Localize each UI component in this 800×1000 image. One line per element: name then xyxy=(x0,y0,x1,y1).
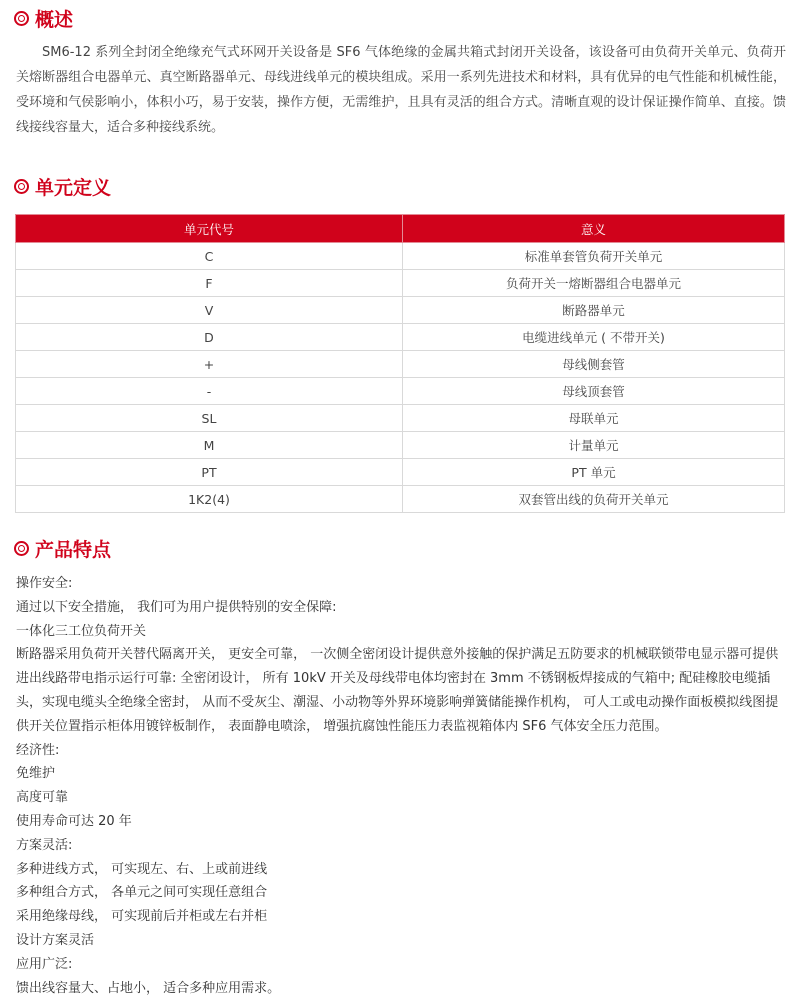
table-row xyxy=(16,459,785,486)
table-row xyxy=(16,378,785,405)
table-row xyxy=(16,243,785,270)
table-row xyxy=(16,432,785,459)
overview-title: 概述 xyxy=(35,9,74,31)
unit-code: C xyxy=(16,243,403,270)
feature-line: 采用绝缘母线， 可实现前后并柜或左右并柜 xyxy=(16,909,268,925)
table-row xyxy=(16,297,785,324)
unit-meaning: 电缆进线单元 ( 不带开关) xyxy=(403,324,785,351)
table-row xyxy=(16,324,785,351)
unit-code: 1K2(4) xyxy=(16,486,403,513)
feature-line: 多种进线方式， 可实现左、右、上或前进线 xyxy=(16,861,268,877)
unit-meaning: 标准单套管负荷开关单元 xyxy=(403,243,785,270)
feature-line: 方案灵活: xyxy=(16,837,73,853)
feature-line: 一体化三工位负荷开关 xyxy=(16,623,147,639)
feature-line: 高度可靠 xyxy=(16,790,69,806)
features-heading xyxy=(14,535,111,562)
units-heading xyxy=(14,173,111,200)
table-header-row xyxy=(16,215,785,243)
unit-code: PT xyxy=(16,459,403,486)
unit-meaning: 双套管出线的负荷开关单元 xyxy=(403,486,785,513)
features-title: 产品特点 xyxy=(35,539,112,561)
feature-line: 应用广泛: xyxy=(16,956,73,972)
table-row xyxy=(16,486,785,513)
feature-line: 多种组合方式， 各单元之间可实现任意组合 xyxy=(16,885,268,901)
unit-meaning: 负荷开关一熔断器组合电器单元 xyxy=(403,270,785,297)
feature-line: 经济性: xyxy=(16,742,60,758)
unit-code: SL xyxy=(16,405,403,432)
double-circle-icon xyxy=(14,179,29,194)
unit-code: D xyxy=(16,324,403,351)
unit-meaning: 母联单元 xyxy=(403,405,785,432)
header-meaning: 意义 xyxy=(403,215,785,243)
unit-definition-table xyxy=(15,214,785,513)
double-circle-icon xyxy=(14,11,29,26)
double-circle-icon xyxy=(14,541,29,556)
feature-line: 免维护 xyxy=(16,766,56,782)
unit-meaning: 断路器单元 xyxy=(403,297,785,324)
unit-code: + xyxy=(16,351,403,378)
unit-meaning: 计量单元 xyxy=(403,432,785,459)
unit-code: V xyxy=(16,297,403,324)
unit-code: M xyxy=(16,432,403,459)
unit-code: F xyxy=(16,270,403,297)
feature-line: 馈出线容量大、占地小， 适合多种应用需求。 xyxy=(16,980,281,996)
overview-heading xyxy=(14,5,73,32)
units-title: 单元定义 xyxy=(35,177,112,199)
table-row xyxy=(16,270,785,297)
feature-line: 设计方案灵活 xyxy=(16,932,95,948)
overview-text: SM6-12 系列全封闭全绝缘充气式环网开关设备是 SF6 气体绝缘的金属共箱式封闭开关设备，该设备可由负荷开关单元、负荷开关熔断器组合电器单元、真空断路器单元、母线进线单元的模块组成。采用一系列先进技术和材料，具有优异的电气性能和机械性能，受环境和气侯影响小，体积小巧，易于安装，操作方便，无需维护，且具有灵活的组合方式。清晰直观的设计保证操作简单、直接。馈线接线容量大，适合多种接线系统。 xyxy=(16,45,786,135)
features-list xyxy=(16,572,786,1000)
feature-line: 使用寿命可达 20 年 xyxy=(16,813,132,829)
table-row xyxy=(16,351,785,378)
feature-line: 通过以下安全措施， 我们可为用户提供特别的安全保障: xyxy=(16,599,337,615)
header-code: 单元代号 xyxy=(16,215,403,243)
unit-meaning: PT 单元 xyxy=(403,459,785,486)
feature-line: 断路器采用负荷开关替代隔离开关， 更安全可靠， 一次侧全密闭设计提供意外接触的保护满足五防要求的机械联锁带电显示器可提供进出线路带电指示运行可靠: 全密闭设计， 所有 10kV 开关及母线带电体均密封在 3mm 不锈钢板焊接成的气箱中; 配硅橡胶电缆插头，实现电缆头全绝缘全密封， 从而不受灰尘、潮湿、小动物等外界环境影响弹簧储能操作机构， 可人工或电动操作面板模拟线图提供开关位置指示柜体用镀锌板制作， 表面静电喷涂， 增强抗腐蚀性能压力表监视箱体内 SF6 气体安全压力范围。 xyxy=(16,647,779,734)
unit-meaning: 母线侧套管 xyxy=(403,351,785,378)
table-row xyxy=(16,405,785,432)
unit-code: - xyxy=(16,378,403,405)
unit-meaning: 母线顶套管 xyxy=(403,378,785,405)
feature-line: 操作安全: xyxy=(16,576,73,591)
